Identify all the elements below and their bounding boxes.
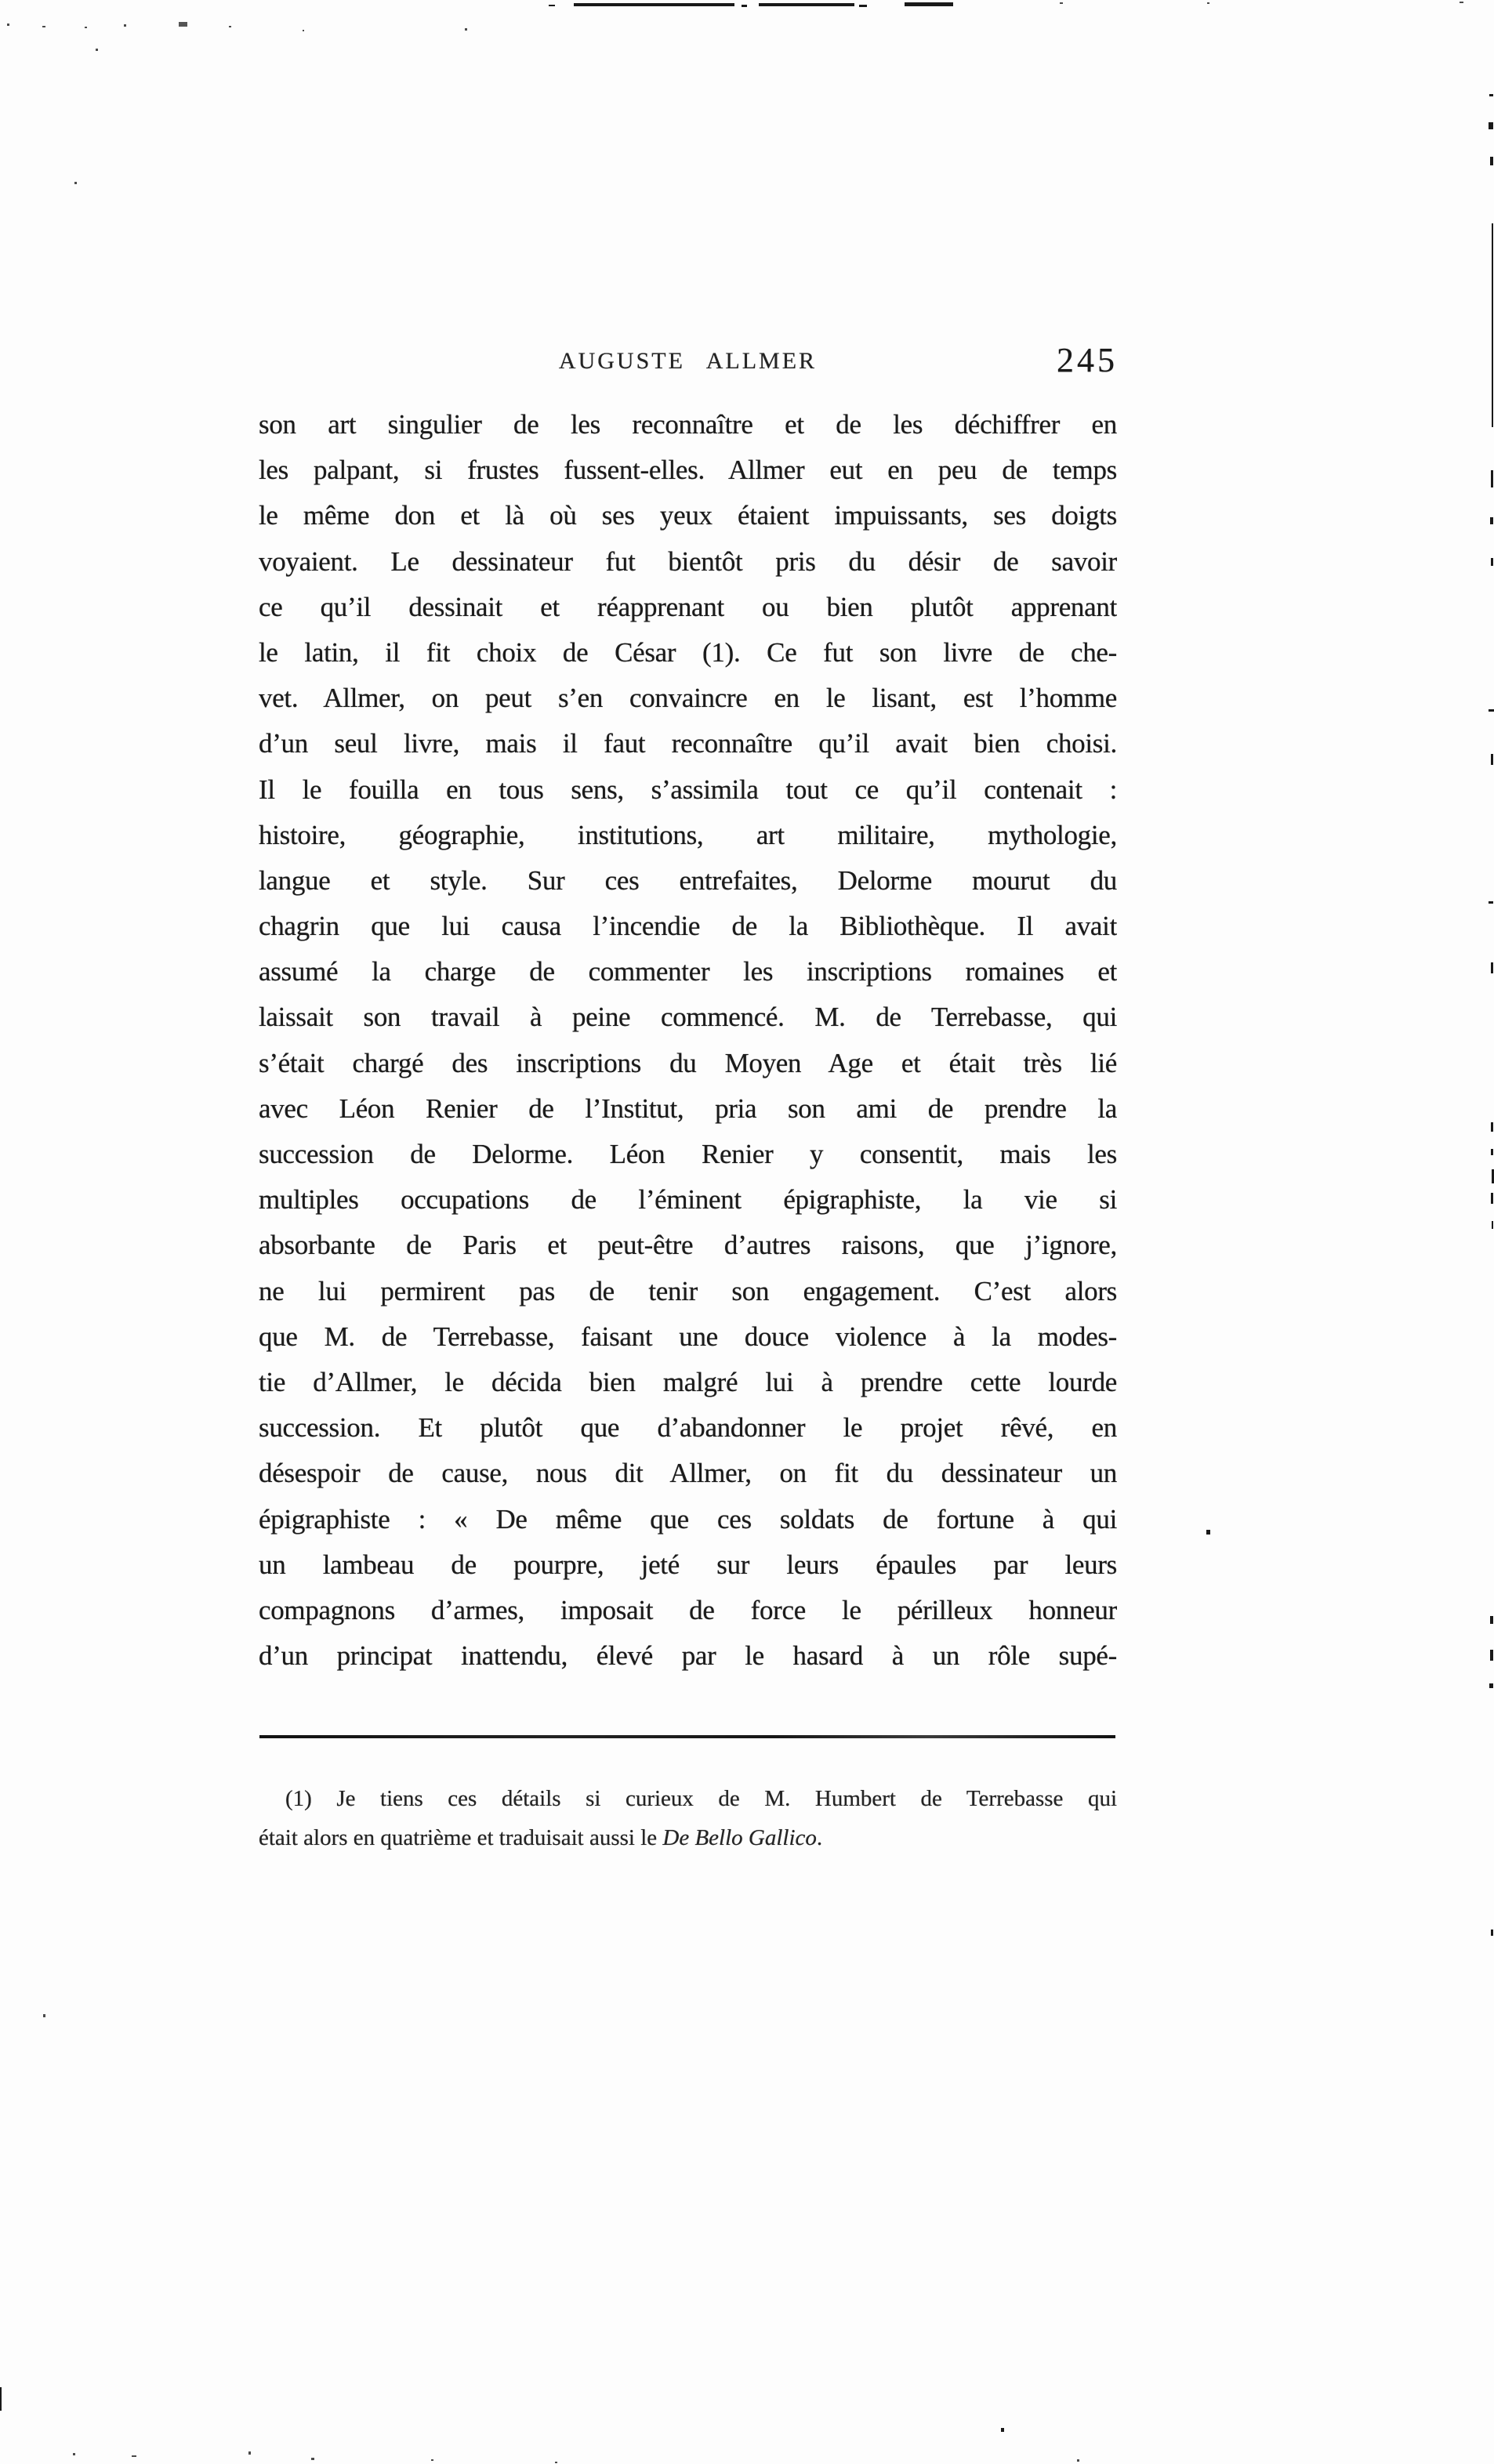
scan-speck: [74, 182, 77, 184]
scan-artifact: [859, 5, 867, 7]
body-line: chagrin que lui causa l’incendie de la Bibliothèque. Il avait: [259, 911, 1117, 942]
body-line: son art singulier de les reconnaître et de les déchiffrer en: [259, 409, 1117, 440]
scan-artifact: [1490, 157, 1493, 165]
scan-speck: [1206, 1530, 1210, 1535]
scan-artifact: [905, 2, 953, 6]
body-line: que M. de Terrebasse, faisant une douce violence à la modes-: [259, 1321, 1117, 1352]
scan-artifact: [574, 3, 734, 6]
scan-speck: [465, 28, 467, 31]
scan-artifact: [1489, 1683, 1493, 1688]
scan-speck: [229, 26, 231, 27]
scan-artifact: [1492, 1221, 1493, 1229]
scan-artifact: [1490, 1616, 1493, 1624]
body-line: histoire, géographie, institutions, art militaire, mythologie,: [259, 819, 1117, 850]
body-line: avec Léon Renier de l’Institut, pria son ami de prendre la: [259, 1092, 1117, 1124]
scan-artifact: [742, 5, 747, 7]
body-line: compagnons d’armes, imposait de force le périlleux honneur: [259, 1594, 1117, 1625]
scan-artifact: [1491, 470, 1493, 487]
running-title: AUGUSTE ALLMER: [558, 348, 818, 374]
scan-artifact: [1460, 2, 1463, 3]
scan-speck: [179, 22, 187, 27]
scan-speck: [303, 30, 304, 31]
body-line: le même don et là où ses yeux étaient impuissants, ses doigts: [259, 500, 1117, 531]
body-line: vet. Allmer, on peut s’en convaincre en le lisant, est l’homme: [259, 683, 1117, 714]
scan-artifact: [759, 3, 854, 6]
body-line: voyaient. Le dessinateur fut bientôt pris du désir de savoir: [259, 545, 1117, 577]
scan-speck: [124, 24, 126, 27]
footnote-separator: [259, 1735, 1115, 1738]
scan-speck: [1077, 2459, 1079, 2462]
body-line: succession de Delorme. Léon Renier y consentit, mais les: [259, 1139, 1117, 1169]
body-line: laissait son travail à peine commencé. M. de Terrebasse, qui: [259, 1002, 1117, 1033]
body-line: ne lui permirent pas de tenir son engagement. C’est alors: [259, 1275, 1117, 1306]
footnote: [259, 1780, 1117, 1857]
body-line: les palpant, si frustes fussent-elles. Allmer eut en peu de temps: [259, 455, 1117, 486]
scan-artifact: [0, 2387, 2, 2411]
scan-artifact: [1491, 1193, 1493, 1204]
scan-artifact: [549, 5, 555, 6]
scan-speck: [73, 2453, 75, 2455]
body-line: langue et style. Sur ces entrefaites, Delorme mourut du: [259, 864, 1117, 896]
body-line: le latin, il fit choix de César (1). Ce fut son livre de che-: [259, 636, 1117, 668]
scan-artifact: [1491, 1930, 1493, 1936]
scan-speck: [43, 2014, 45, 2017]
scan-artifact: [1060, 2, 1063, 4]
body-line: succession. Et plutôt que d’abandonner le projet rêvé, en: [259, 1412, 1117, 1444]
scan-artifact: [1491, 754, 1493, 765]
scan-artifact: [1491, 558, 1493, 566]
scan-speck: [1001, 2428, 1004, 2432]
scan-speck: [7, 24, 9, 26]
body-line: un lambeau de pourpre, jeté sur leurs épaules par leurs: [259, 1549, 1117, 1580]
scan-artifact: [1491, 1149, 1493, 1155]
scan-artifact: [1492, 223, 1493, 427]
footnote-text: était alors en quatrième et traduisait aussi le: [259, 1824, 663, 1850]
scan-artifact: [1489, 709, 1494, 712]
scan-artifact: [1490, 1650, 1493, 1661]
body-text: [259, 402, 1117, 1679]
body-line: absorbante de Paris et peut-être d’autres raisons, que j’ignore,: [259, 1230, 1117, 1261]
footnote-text: .: [816, 1824, 823, 1850]
body-line: épigraphiste : « De même que ces soldats de fortune à qui: [259, 1503, 1117, 1535]
body-line: assumé la charge de commenter les inscriptions romaines et: [259, 956, 1117, 987]
scan-speck: [42, 26, 45, 27]
scan-artifact: [1207, 2, 1209, 4]
body-line: tie d’Allmer, le décida bien malgré lui à prendre cette lourde: [259, 1366, 1117, 1397]
scan-artifact: [1489, 94, 1493, 96]
scan-artifact: [1489, 122, 1493, 129]
body-line: Il le fouilla en tous sens, s’assimila tout ce qu’il contenait :: [259, 774, 1117, 805]
body-line: d’un principat inattendu, élevé par le hasard à un rôle supé-: [259, 1640, 1117, 1672]
scan-artifact: [1489, 901, 1493, 904]
body-line: multiples occupations de l’éminent épigraphiste, la vie si: [259, 1184, 1117, 1216]
body-line: d’un seul livre, mais il faut reconnaître qu’il avait bien choisi.: [259, 728, 1117, 759]
body-line: s’était chargé des inscriptions du Moyen Age et était très lié: [259, 1047, 1117, 1078]
scan-artifact: [1490, 517, 1493, 524]
body-line: désespoir de cause, nous dit Allmer, on fit du dessinateur un: [259, 1458, 1117, 1489]
scan-speck: [96, 49, 98, 51]
scan-speck: [132, 2455, 136, 2457]
body-line: ce qu’il dessinait et réapprenant ou bien plutôt apprenant: [259, 591, 1117, 622]
footnote-line: [259, 1819, 1117, 1858]
scan-artifact: [1491, 1122, 1493, 1132]
scan-speck: [311, 2458, 314, 2460]
page-number: 245: [1057, 341, 1118, 379]
scan-speck: [431, 2459, 433, 2461]
footnote-book-title: De Bello Gallico: [662, 1824, 817, 1850]
scan-speck: [248, 2451, 251, 2455]
scan-speck: [85, 27, 87, 28]
scan-artifact: [1491, 962, 1493, 973]
scan-speck: [555, 2462, 557, 2463]
footnote-line: (1) Je tiens ces détails si curieux de M. Humbert de Terrebasse qui: [285, 1786, 1117, 1811]
